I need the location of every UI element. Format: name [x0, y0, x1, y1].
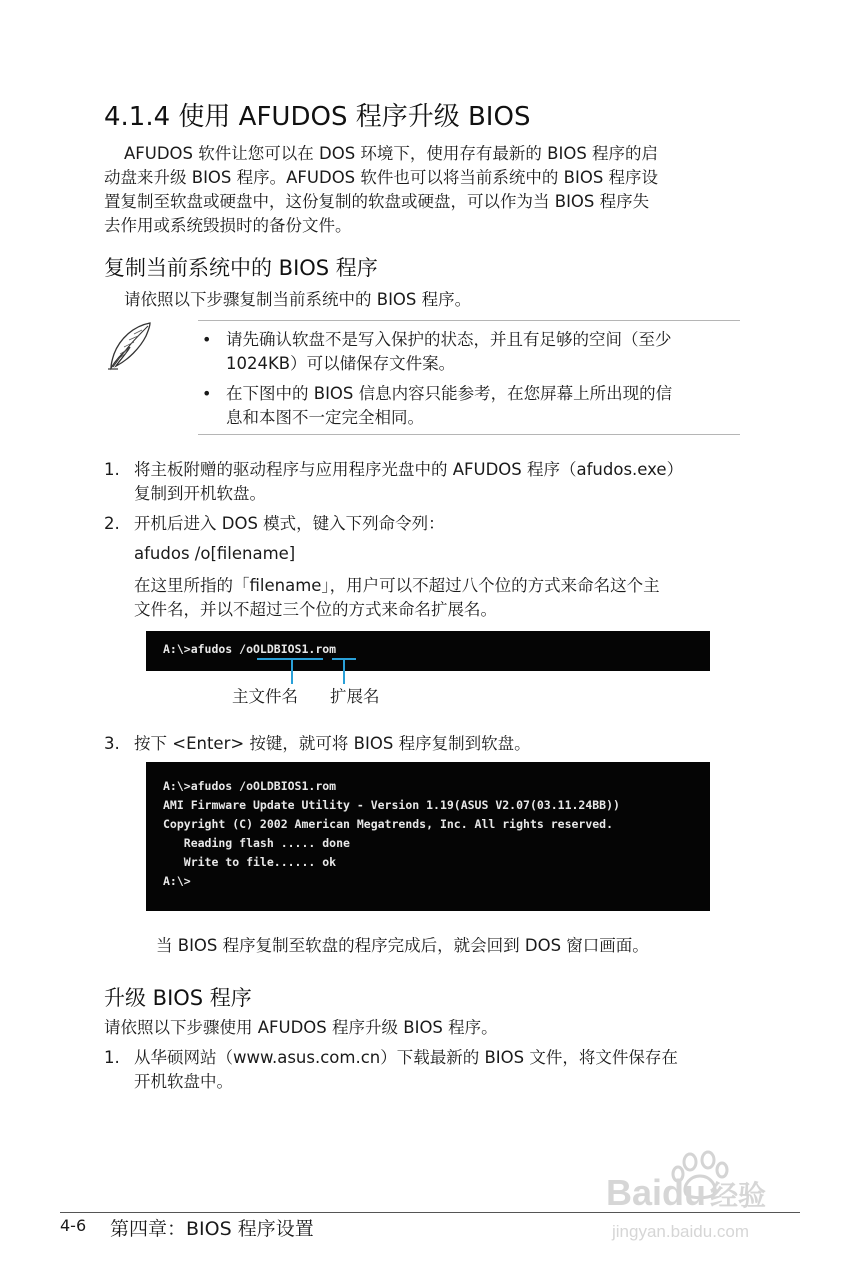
watermark-brand-cn: 经验 [710, 1180, 767, 1211]
note-bottom-rule [198, 434, 740, 435]
note-1-line-1: 请先确认软盘不是写入保护的状态，并且有足够的空间（至少 [226, 330, 672, 349]
step-1-line-1: 将主板附赠的驱动程序与应用程序光盘中的 AFUDOS 程序（afudos.exe） [134, 460, 684, 479]
terminal-output-line-1: A:\>afudos /oOLDBIOS1.rom [163, 779, 337, 793]
step-3-number: 3. [104, 734, 120, 753]
terminal-output-box [146, 762, 710, 911]
terminal-output-line-5: Write to file...... ok [163, 855, 337, 869]
step-2-number: 2. [104, 514, 120, 533]
quill-note-icon [104, 320, 156, 372]
filename-explain-line-2: 文件名，并以不超过三个位的方式来命名扩展名。 [134, 600, 497, 619]
step-2-line-1: 开机后进入 DOS 模式，键入下列命令列： [134, 514, 445, 533]
callout-ext-label: 扩展名 [330, 687, 380, 706]
terminal-output-line-4: Reading flash ..... done [163, 836, 350, 850]
callout-main-label: 主文件名 [232, 687, 298, 706]
note-2-line-2: 息和本图不一定完全相同。 [226, 408, 424, 427]
intro-line-2: 动盘来升级 BIOS 程序。AFUDOS 软件也可以将当前系统中的 BIOS 程序设 [104, 168, 659, 187]
step-1-number: 1. [104, 460, 120, 479]
upgrade-step-1-line-1: 从华硕网站（www.asus.com.cn）下载最新的 BIOS 文件，将文件保存在 [134, 1048, 678, 1067]
terminal-output-line-2: AMI Firmware Update Utility - Version 1.19(ASUS V2.07(03.11.24BB)) [163, 798, 620, 812]
upgrade-section-heading: 升级 BIOS 程序 [104, 986, 252, 1010]
upgrade-step-1-number: 1. [104, 1048, 120, 1067]
watermark-brand [606, 1172, 766, 1214]
note-2-line-1: 在下图中的 BIOS 信息内容只能参考，在您屏幕上所出现的信 [226, 384, 673, 403]
intro-line-3: 置复制至软盘或硬盘中，这份复制的软盘或硬盘，可以作为当 BIOS 程序失 [104, 192, 650, 211]
terminal-command-box [146, 631, 710, 671]
filename-explain-line-1: 在这里所指的「filename」，用户可以不超过八个位的方式来命名这个主 [134, 576, 660, 595]
footer-page-number: 4-6 [60, 1216, 87, 1235]
callout-ext-leader [343, 660, 345, 684]
callout-main-leader [291, 660, 293, 684]
note-bullet-1: • [202, 330, 212, 349]
copy-section-heading: 复制当前系统中的 BIOS 程序 [104, 256, 378, 280]
intro-line-1: AFUDOS 软件让您可以在 DOS 环境下，使用存有最新的 BIOS 程序的启 [124, 144, 659, 163]
step-1-line-2: 复制到开机软盘。 [134, 484, 266, 503]
watermark-brand-du: du [662, 1172, 707, 1213]
intro-line-4: 去作用或系统毁损时的备份文件。 [104, 216, 352, 235]
command-syntax: afudos /o[filename] [134, 544, 296, 563]
step-3-line-1: 按下 <Enter> 按键，就可将 BIOS 程序复制到软盘。 [134, 734, 531, 753]
watermark-url: jingyan.baidu.com [612, 1222, 750, 1241]
footer-chapter-title: 第四章：BIOS 程序设置 [110, 1218, 314, 1240]
callout-main-underline [257, 658, 323, 660]
footer-rule [60, 1212, 800, 1213]
note-top-rule [198, 320, 740, 321]
upgrade-section-lead: 请依照以下步骤使用 AFUDOS 程序升级 BIOS 程序。 [104, 1018, 498, 1037]
note-bullet-2: • [202, 384, 212, 403]
watermark-brand-bai: Bai [606, 1172, 663, 1213]
terminal-output-line-3: Copyright (C) 2002 American Megatrends, Inc. All rights reserved. [163, 817, 614, 831]
section-title: 4.1.4 使用 AFUDOS 程序升级 BIOS [104, 102, 531, 132]
after-copy-note: 当 BIOS 程序复制至软盘的程序完成后，就会回到 DOS 窗口画面。 [156, 936, 649, 955]
upgrade-step-1-line-2: 开机软盘中。 [134, 1072, 233, 1091]
terminal-command-text: A:\>afudos /oOLDBIOS1.rom [163, 642, 337, 656]
copy-section-lead: 请依照以下步骤复制当前系统中的 BIOS 程序。 [124, 290, 472, 309]
note-1-line-2: 1024KB）可以储保存文件案。 [226, 354, 456, 373]
terminal-output-line-6: A:\> [163, 874, 191, 888]
